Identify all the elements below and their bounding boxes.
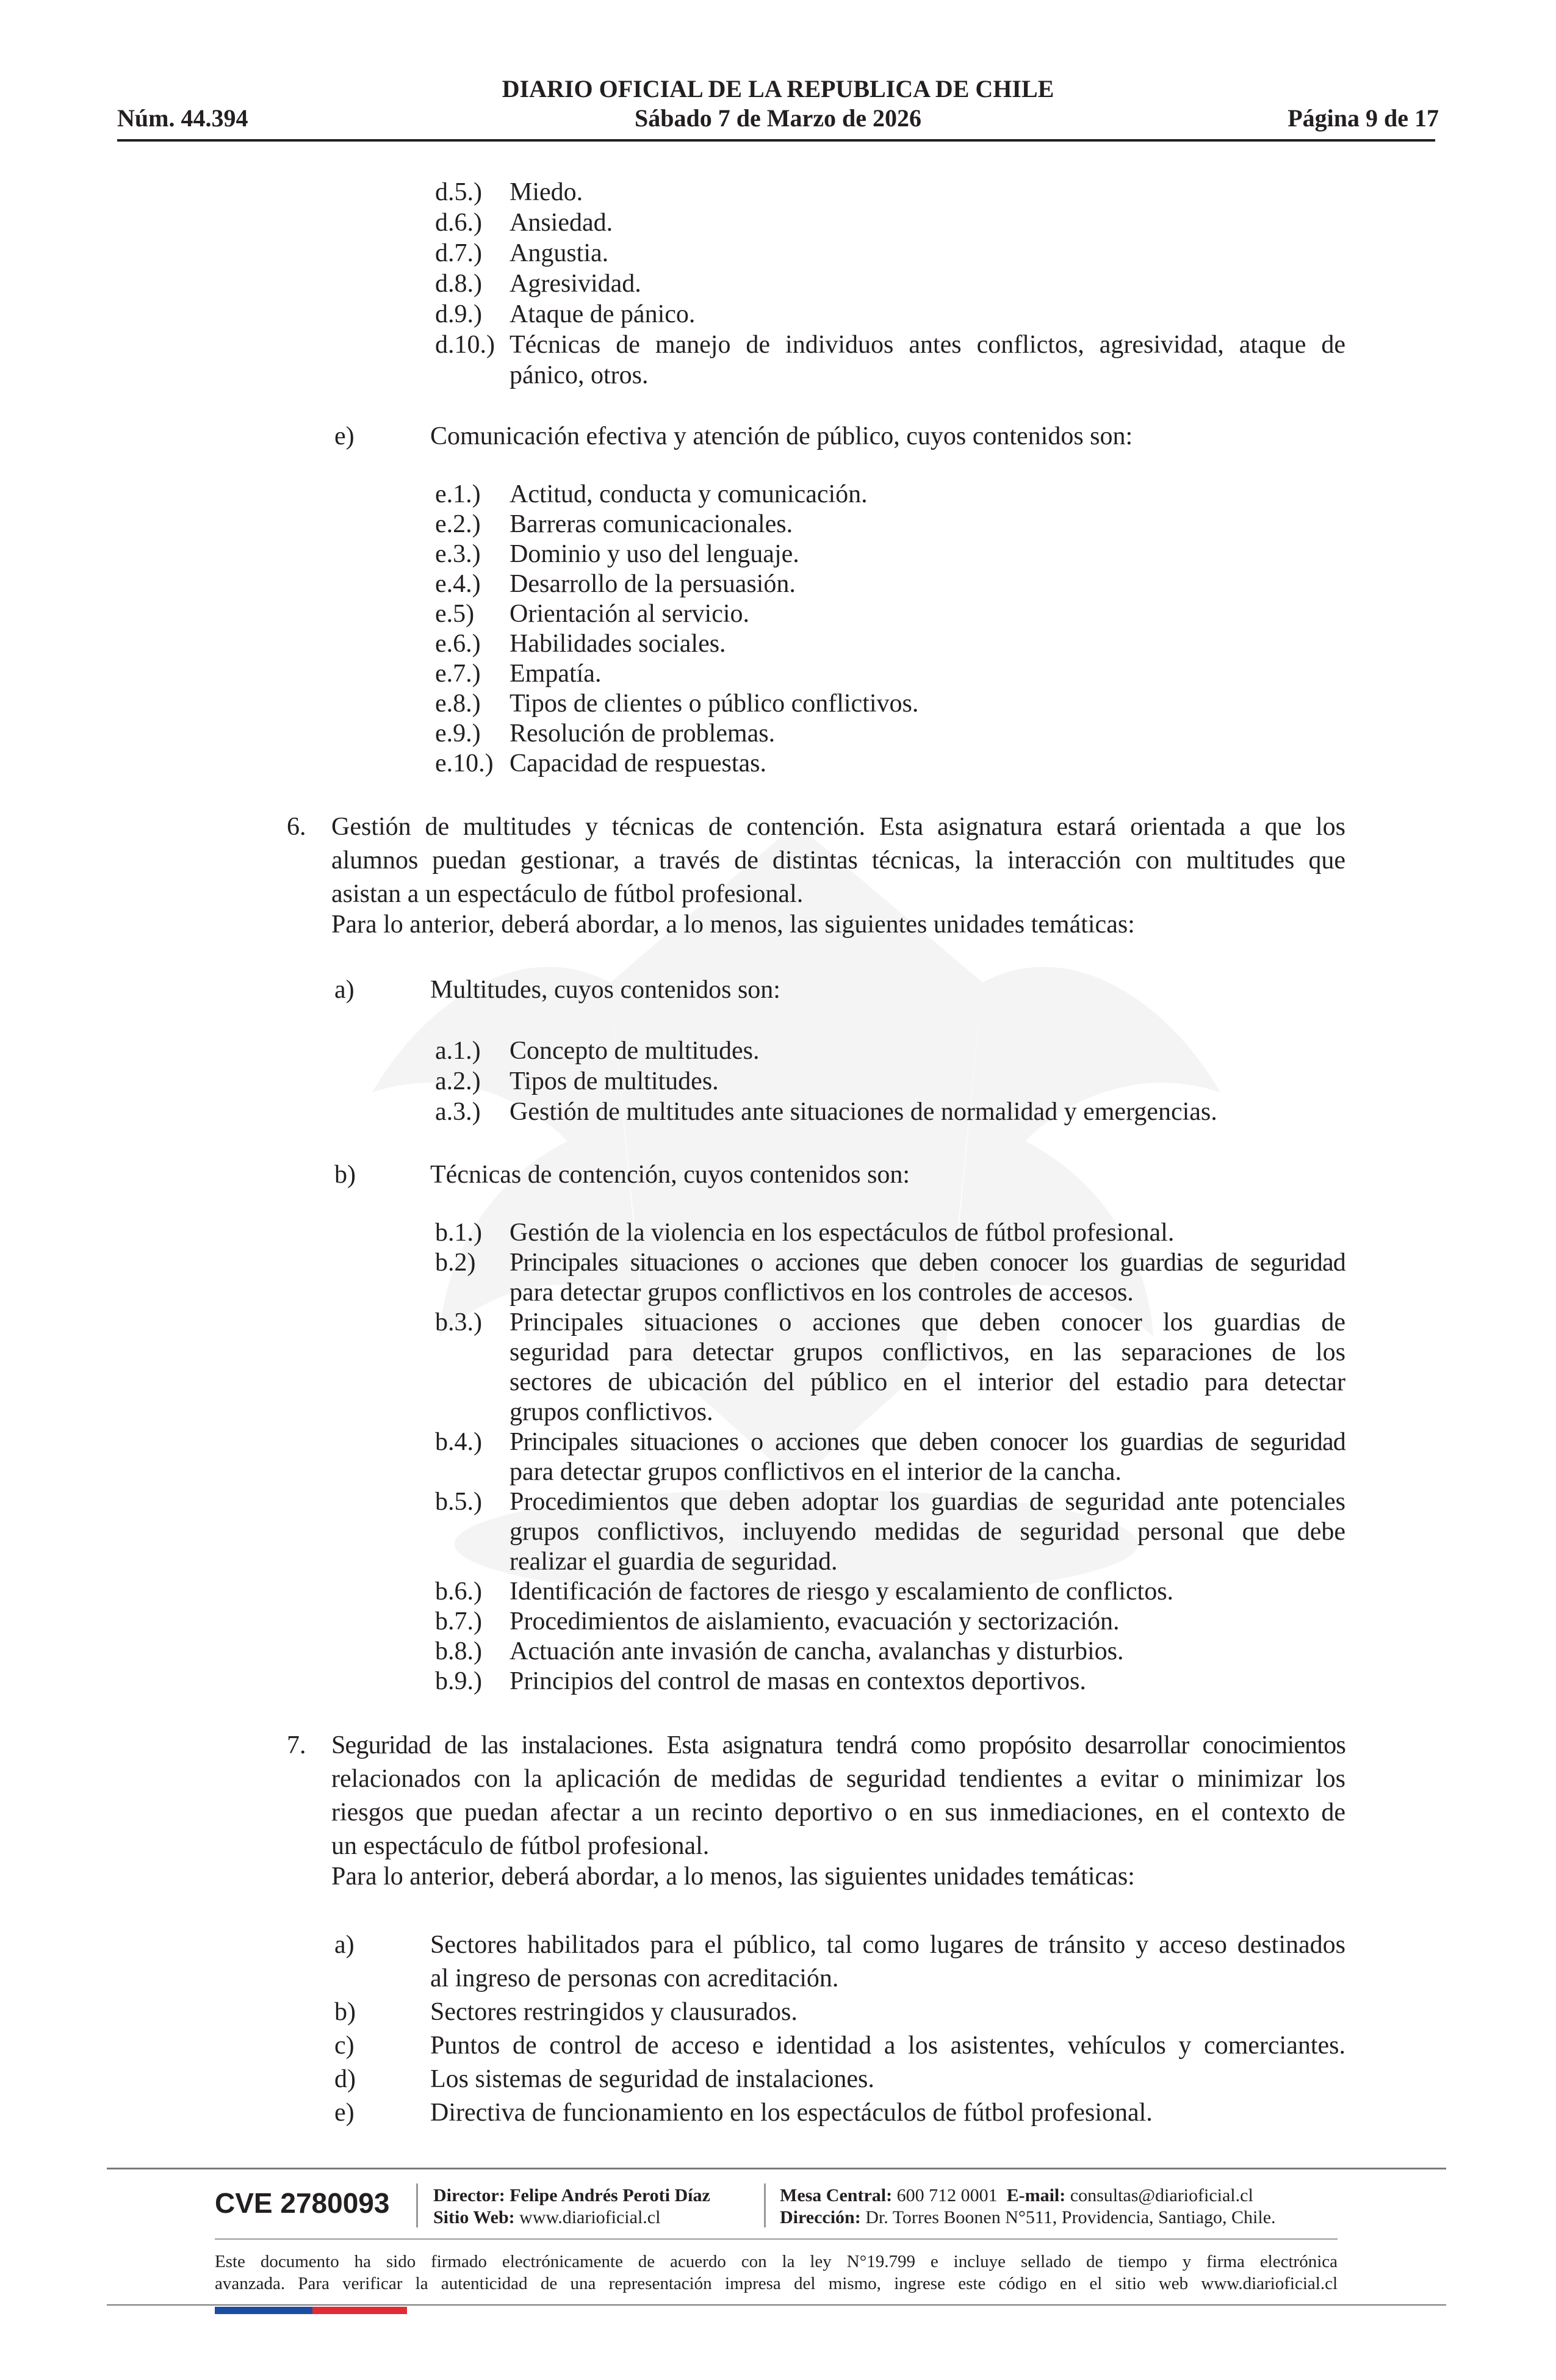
paragraph-line: Para lo anterior, deberá abordar, a lo menos, las siguientes unidades temáticas:: [331, 1863, 1135, 1891]
item-text: Sectores restringidos y clausurados.: [430, 1998, 798, 2026]
paragraph-line: asistan a un espectáculo de fútbol profesional.: [331, 880, 804, 908]
item-text: realizar el guardia de seguridad.: [510, 1548, 838, 1576]
paragraph-line: Seguridad de las instalaciones. Esta asignatura tendrá como propósito desarrollar conocimientos: [331, 1731, 1345, 1759]
item-text: Habilidades sociales.: [510, 630, 726, 658]
item-text: Los sistemas de seguridad de instalaciones.: [430, 2065, 874, 2093]
director-name: Felipe Andrés Peroti Díaz: [510, 2185, 710, 2205]
section-number: 6.: [287, 813, 306, 841]
paragraph-line: Gestión de multitudes y técnicas de contención. Esta asignatura estará orientada a que los: [331, 813, 1345, 841]
item-text: Concepto de multitudes.: [510, 1037, 760, 1065]
website-link[interactable]: www.diarioficial.cl: [519, 2207, 661, 2227]
item-text: Gestión de la violencia en los espectáculos de fútbol profesional.: [510, 1219, 1175, 1247]
item-label: a.2.): [435, 1067, 481, 1095]
paragraph-line: riesgos que puedan afectar a un recinto deportivo o en sus inmediaciones, en el contexto de: [331, 1798, 1345, 1826]
item-label: b.7.): [435, 1607, 482, 1635]
footer-separator: [764, 2183, 766, 2227]
item-text: Actitud, conducta y comunicación.: [510, 480, 868, 508]
item-text: Ansiedad.: [510, 209, 613, 237]
subsection-heading: Técnicas de contención, cuyos contenidos son:: [430, 1161, 910, 1189]
issue-number: Núm. 44.394: [117, 104, 248, 132]
address-value: Dr. Torres Boonen N°511, Providencia, Santiago, Chile.: [865, 2207, 1276, 2227]
item-text: Puntos de control de acceso e identidad a los asistentes, vehículos y comerciantes.: [430, 2032, 1345, 2060]
item-text: Técnicas de manejo de individuos antes conflictos, agresividad, ataque de: [510, 331, 1345, 359]
item-label: e): [334, 2099, 355, 2127]
item-label: d): [334, 2065, 356, 2093]
flag-stripe-blue: [215, 2307, 312, 2314]
phone-label: Mesa Central:: [780, 2185, 893, 2205]
item-label: c): [334, 2032, 355, 2060]
page-number: Página 9 de 17: [1288, 104, 1439, 132]
footer-divider: [215, 2238, 1338, 2240]
item-text: grupos conflictivos, incluyendo medidas de seguridad personal que debe: [510, 1518, 1345, 1546]
journal-title: DIARIO OFICIAL DE LA REPUBLICA DE CHILE: [502, 75, 1054, 103]
item-label: d.8.): [435, 270, 482, 298]
item-text: Procedimientos que deben adoptar los guardias de seguridad ante potenciales: [510, 1488, 1345, 1516]
item-text: Agresividad.: [510, 270, 641, 298]
item-text: Desarrollo de la persuasión.: [510, 570, 796, 598]
item-text: Gestión de multitudes ante situaciones de normalidad y emergencias.: [510, 1098, 1217, 1126]
item-label: d.10.): [435, 331, 495, 359]
item-label: b.5.): [435, 1488, 482, 1516]
email-link[interactable]: consultas@diarioficial.cl: [1070, 2185, 1253, 2205]
item-text: Actuación ante invasión de cancha, avalanchas y disturbios.: [510, 1637, 1124, 1665]
item-text: seguridad para detectar grupos conflictivos, en las separaciones de los: [510, 1338, 1345, 1366]
paragraph-line: Para lo anterior, deberá abordar, a lo menos, las siguientes unidades temáticas:: [331, 911, 1135, 939]
item-label: b.9.): [435, 1667, 482, 1695]
subsection-heading: Comunicación efectiva y atención de público, cuyos contenidos son:: [430, 422, 1133, 450]
item-label: e.7.): [435, 660, 481, 688]
item-text: Directiva de funcionamiento en los espectáculos de fútbol profesional.: [430, 2099, 1153, 2127]
footer-divider: [107, 2304, 1446, 2306]
cve-code: CVE 2780093: [215, 2187, 390, 2219]
footer-divider: [107, 2168, 1446, 2169]
item-label: d.5.): [435, 178, 482, 206]
paragraph-line: alumnos puedan gestionar, a través de distintas técnicas, la interacción con multitudes que: [331, 846, 1345, 874]
item-label: e.5): [435, 600, 475, 628]
phone-value: 600 712 0001: [896, 2185, 998, 2205]
item-label: d.6.): [435, 209, 482, 237]
item-text: Procedimientos de aislamiento, evacuación y sectorización.: [510, 1607, 1120, 1635]
subsection-label: b): [334, 1161, 356, 1189]
item-label: e.8.): [435, 690, 481, 718]
website-line: [433, 2207, 660, 2229]
item-label: b.2): [435, 1249, 476, 1277]
signature-notice: Este documento ha sido firmado electrónicamente de acuerdo con la ley N°19.799 e incluye sellado de tiempo y firma electrónica: [215, 2252, 1338, 2271]
item-text: Ataque de pánico.: [510, 300, 696, 328]
item-text: Orientación al servicio.: [510, 600, 750, 628]
signature-notice: avanzada. Para verificar la autenticidad de una representación impresa del mismo, ingrese este código en el sitio web www.diarioficial.cl: [215, 2274, 1338, 2293]
item-text: Principales situaciones o acciones que deben conocer los guardias de seguridad: [510, 1249, 1345, 1277]
item-label: b.6.): [435, 1578, 482, 1606]
item-label: b.4.): [435, 1428, 482, 1456]
item-label: b.8.): [435, 1637, 482, 1665]
item-text: grupos conflictivos.: [510, 1398, 713, 1426]
item-label: b.3.): [435, 1308, 482, 1336]
contact-line: [780, 2185, 1253, 2207]
item-label: e.10.): [435, 749, 494, 777]
item-text: Tipos de clientes o público conflictivos.: [510, 690, 919, 718]
item-text: Principales situaciones o acciones que deben conocer los guardias de seguridad: [510, 1428, 1345, 1456]
item-label: e.2.): [435, 510, 481, 538]
director-label: Director:: [433, 2185, 505, 2205]
address-line: [780, 2207, 1276, 2229]
item-label: b): [334, 1998, 356, 2026]
item-label: e.9.): [435, 719, 481, 748]
item-label: e.6.): [435, 630, 481, 658]
item-label: d.7.): [435, 239, 482, 267]
section-number: 7.: [287, 1731, 306, 1759]
subsection-label: e): [334, 422, 355, 450]
item-text: Capacidad de respuestas.: [510, 749, 767, 777]
item-text: Sectores habilitados para el público, tal como lugares de tránsito y acceso destinados: [430, 1931, 1345, 1959]
director-line: [433, 2185, 710, 2207]
website-label: Sitio Web:: [433, 2207, 515, 2227]
email-label: E-mail:: [1006, 2185, 1066, 2205]
address-label: Dirección:: [780, 2207, 861, 2227]
item-text: Empatía.: [510, 660, 602, 688]
item-text: para detectar grupos conflictivos en el interior de la cancha.: [510, 1458, 1122, 1486]
flag-stripe-red: [312, 2307, 407, 2314]
item-label: e.1.): [435, 480, 481, 508]
footer-separator: [416, 2183, 418, 2227]
item-text: para detectar grupos conflictivos en los controles de accesos.: [510, 1278, 1134, 1307]
item-text: Miedo.: [510, 178, 583, 206]
subsection-label: a): [334, 976, 355, 1004]
item-text: Angustia.: [510, 239, 609, 267]
item-label: a.3.): [435, 1098, 481, 1126]
item-label: a.1.): [435, 1037, 481, 1065]
item-text: Resolución de problemas.: [510, 719, 776, 748]
item-text: Tipos de multitudes.: [510, 1067, 719, 1095]
item-text: Identificación de factores de riesgo y escalamiento de conflictos.: [510, 1578, 1174, 1606]
item-label: e.4.): [435, 570, 481, 598]
item-text: sectores de ubicación del público en el interior del estadio para detectar: [510, 1368, 1345, 1396]
item-label: a): [334, 1931, 355, 1959]
item-text: Barreras comunicacionales.: [510, 510, 793, 538]
item-label: d.9.): [435, 300, 482, 328]
paragraph-line: un espectáculo de fútbol profesional.: [331, 1832, 710, 1860]
item-label: b.1.): [435, 1219, 482, 1247]
item-text: Dominio y uso del lenguaje.: [510, 540, 799, 568]
item-label: e.3.): [435, 540, 481, 568]
item-text: Principales situaciones o acciones que deben conocer los guardias de: [510, 1308, 1345, 1336]
item-text: al ingreso de personas con acreditación.: [430, 1964, 839, 1992]
paragraph-line: relacionados con la aplicación de medidas de seguridad tendientes a evitar o minimizar los: [331, 1765, 1345, 1793]
subsection-heading: Multitudes, cuyos contenidos son:: [430, 976, 780, 1004]
item-text: pánico, otros.: [510, 361, 649, 389]
item-text: Principios del control de masas en contextos deportivos.: [510, 1667, 1086, 1695]
issue-date: Sábado 7 de Marzo de 2026: [635, 104, 921, 132]
